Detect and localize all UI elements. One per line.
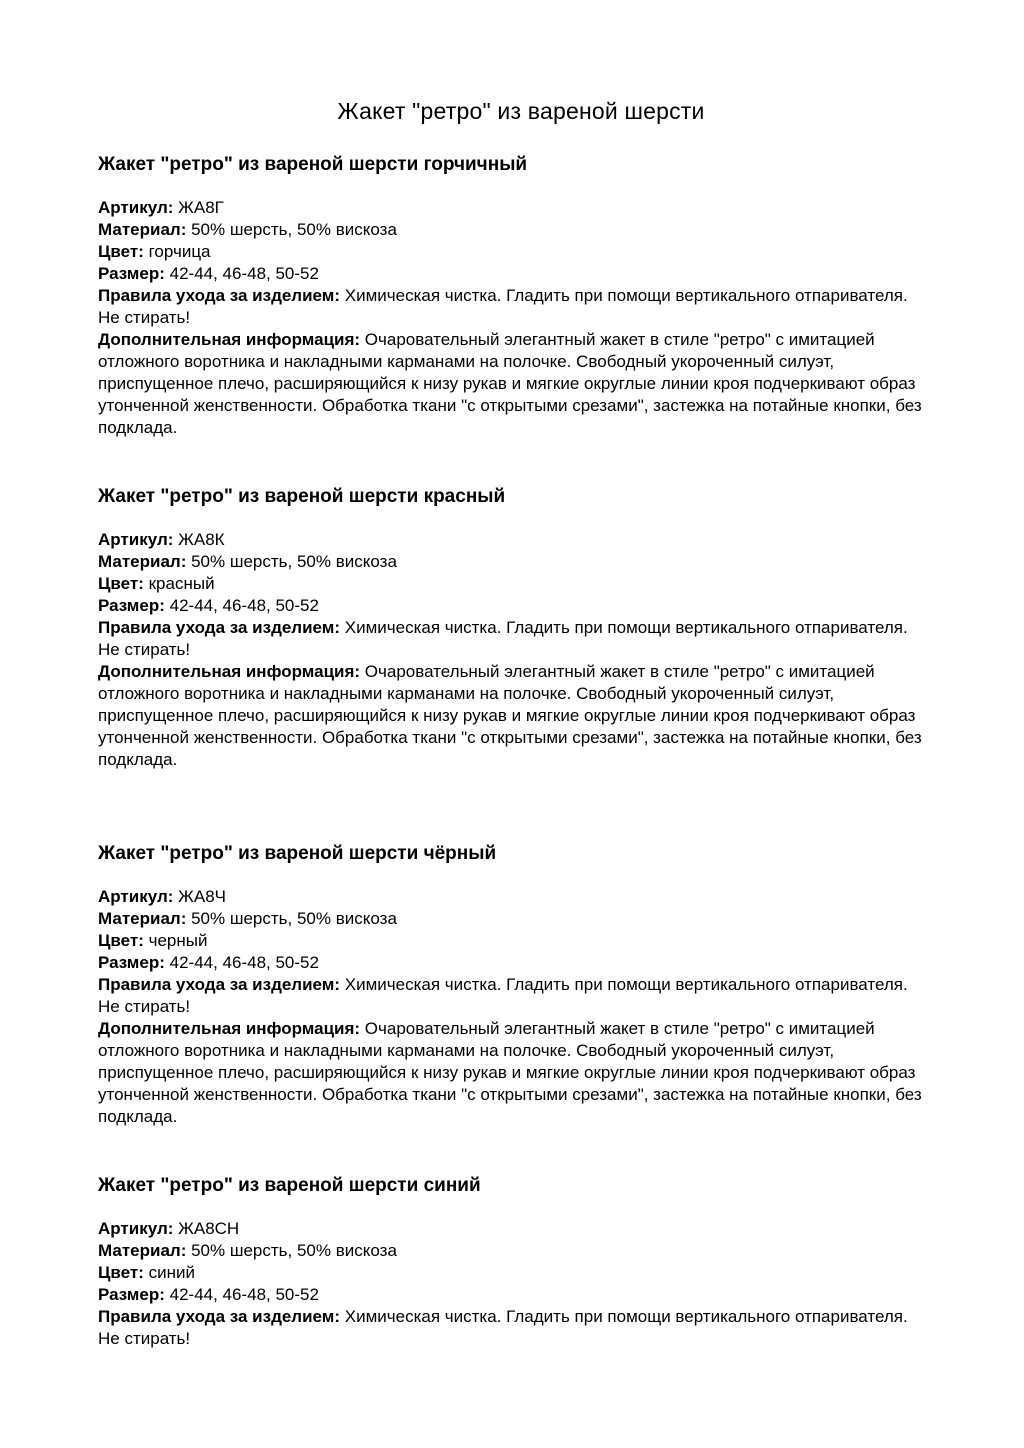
care-value: Химическая чистка. Гладить при помощи вертикального отпаривателя. Не стирать!: [98, 286, 908, 327]
product-title: Жакет "ретро" из вареной шерсти синий: [98, 1175, 481, 1196]
info-label: Дополнительная информация:: [98, 1019, 361, 1038]
info-row: [98, 329, 928, 439]
size-row: [98, 595, 928, 617]
article-label: Артикул:: [98, 1219, 174, 1238]
color-row: [98, 930, 928, 952]
document-page: [98, 96, 928, 126]
info-label: Дополнительная информация:: [98, 330, 361, 349]
product-section-blue: [98, 1174, 928, 1350]
color-label: Цвет:: [98, 931, 144, 950]
material-value: 50% шерсть, 50% вискоза: [191, 1241, 397, 1260]
product-attributes: [98, 1218, 928, 1350]
color-value: горчица: [148, 242, 211, 261]
size-row: [98, 263, 928, 285]
size-value: 42-44, 46-48, 50-52: [169, 596, 319, 615]
info-row: [98, 661, 928, 771]
size-row: [98, 1284, 928, 1306]
article-row: [98, 1218, 928, 1240]
size-value: 42-44, 46-48, 50-52: [169, 1285, 319, 1304]
color-label: Цвет:: [98, 242, 144, 261]
product-attributes: [98, 529, 928, 771]
care-value: Химическая чистка. Гладить при помощи вертикального отпаривателя. Не стирать!: [98, 975, 908, 1016]
material-value: 50% шерсть, 50% вискоза: [191, 220, 397, 239]
material-row: [98, 1240, 928, 1262]
product-title: Жакет "ретро" из вареной шерсти чёрный: [98, 843, 497, 864]
material-label: Материал:: [98, 220, 187, 239]
product-section-red: [98, 485, 928, 771]
info-value: Очаровательный элегантный жакет в стиле "ретро" с имитацией отложного воротника и накладными карманами на полочке. Свободный укороченный силуэт, приспущенное плечо, расширяющийся к низу рукав и мягкие округлые линии кроя подчеркивают образ утонченной женственности. Обработка ткани "с открытыми срезами", застежка на потайные кнопки, без подклада.: [98, 662, 922, 769]
article-label: Артикул:: [98, 887, 174, 906]
material-label: Материал:: [98, 909, 187, 928]
product-title: Жакет "ретро" из вареной шерсти горчичный: [98, 154, 528, 175]
material-row: [98, 219, 928, 241]
care-row: [98, 617, 928, 661]
article-row: [98, 197, 928, 219]
document-title: Жакет "ретро" из вареной шерсти: [337, 98, 705, 124]
article-value: ЖА8СН: [178, 1219, 240, 1238]
material-label: Материал:: [98, 1241, 187, 1260]
care-row: [98, 285, 928, 329]
material-row: [98, 908, 928, 930]
product-attributes: [98, 886, 928, 1128]
size-value: 42-44, 46-48, 50-52: [169, 953, 319, 972]
care-label: Правила ухода за изделием:: [98, 975, 341, 994]
size-row: [98, 952, 928, 974]
care-row: [98, 1306, 928, 1350]
material-row: [98, 551, 928, 573]
product-title: Жакет "ретро" из вареной шерсти красный: [98, 486, 506, 507]
size-label: Размер:: [98, 596, 165, 615]
color-row: [98, 241, 928, 263]
color-row: [98, 1262, 928, 1284]
care-value: Химическая чистка. Гладить при помощи вертикального отпаривателя. Не стирать!: [98, 618, 908, 659]
color-label: Цвет:: [98, 574, 144, 593]
article-row: [98, 529, 928, 551]
color-row: [98, 573, 928, 595]
product-section-black: [98, 842, 928, 1128]
care-label: Правила ухода за изделием:: [98, 1307, 341, 1326]
size-label: Размер:: [98, 1285, 165, 1304]
article-value: ЖА8Г: [178, 198, 224, 217]
info-label: Дополнительная информация:: [98, 662, 361, 681]
material-label: Материал:: [98, 552, 187, 571]
info-row: [98, 1018, 928, 1128]
care-row: [98, 974, 928, 1018]
color-value: синий: [148, 1263, 195, 1282]
material-value: 50% шерсть, 50% вискоза: [191, 909, 397, 928]
color-value: черный: [148, 931, 208, 950]
color-label: Цвет:: [98, 1263, 144, 1282]
article-value: ЖА8Ч: [178, 887, 226, 906]
care-value: Химическая чистка. Гладить при помощи вертикального отпаривателя. Не стирать!: [98, 1307, 908, 1348]
article-label: Артикул:: [98, 198, 174, 217]
size-value: 42-44, 46-48, 50-52: [169, 264, 319, 283]
color-value: красный: [148, 574, 215, 593]
care-label: Правила ухода за изделием:: [98, 618, 341, 637]
size-label: Размер:: [98, 953, 165, 972]
material-value: 50% шерсть, 50% вискоза: [191, 552, 397, 571]
info-value: Очаровательный элегантный жакет в стиле "ретро" с имитацией отложного воротника и накладными карманами на полочке. Свободный укороченный силуэт, приспущенное плечо, расширяющийся к низу рукав и мягкие округлые линии кроя подчеркивают образ утонченной женственности. Обработка ткани "с открытыми срезами", застежка на потайные кнопки, без подклада.: [98, 330, 922, 437]
info-value: Очаровательный элегантный жакет в стиле "ретро" с имитацией отложного воротника и накладными карманами на полочке. Свободный укороченный силуэт, приспущенное плечо, расширяющийся к низу рукав и мягкие округлые линии кроя подчеркивают образ утонченной женственности. Обработка ткани "с открытыми срезами", застежка на потайные кнопки, без подклада.: [98, 1019, 922, 1126]
article-row: [98, 886, 928, 908]
product-attributes: [98, 197, 928, 439]
care-label: Правила ухода за изделием:: [98, 286, 341, 305]
article-value: ЖА8К: [178, 530, 225, 549]
size-label: Размер:: [98, 264, 165, 283]
product-section-mustard: [98, 153, 928, 439]
article-label: Артикул:: [98, 530, 174, 549]
